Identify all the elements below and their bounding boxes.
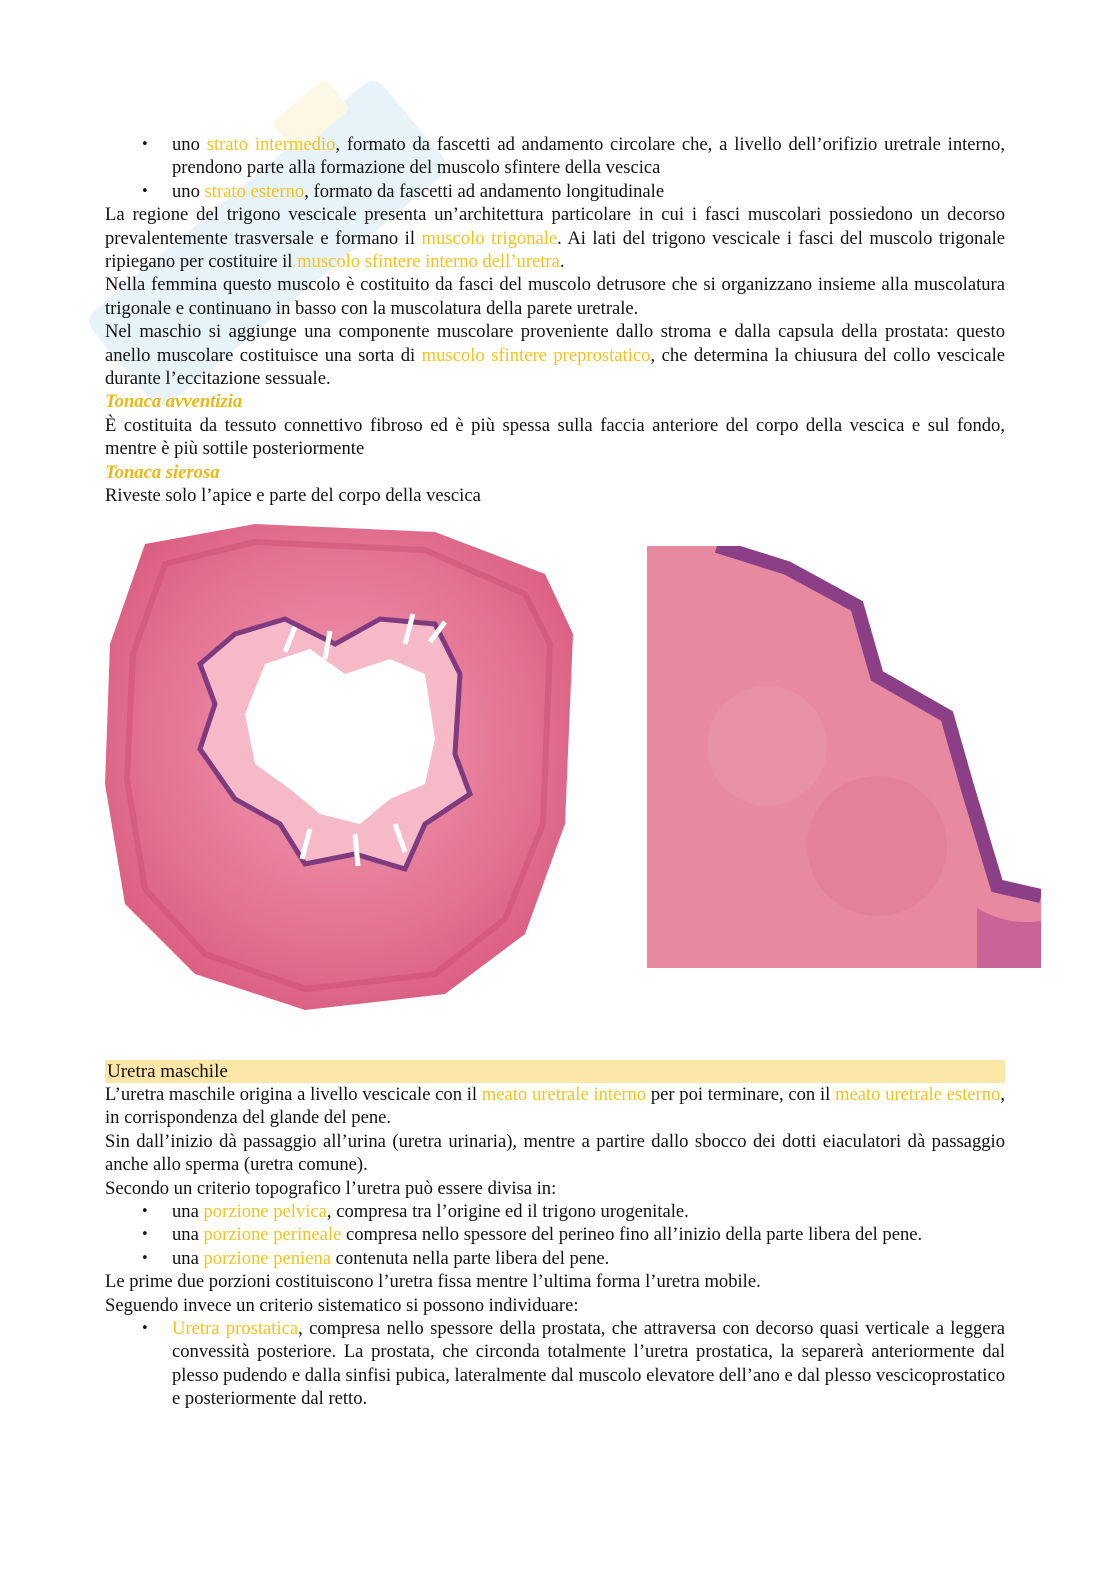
paragraph-trigono: La regione del trigono vescicale presenta un’architettura particolare in cui i fasci muscolari possiedono un decorso prevalentemente trasversale e formano il muscolo trigonale. Ai lati del trigono vescicale i fasci del muscolo trigonale ripiegano per costituire il muscolo sfintere interno dell’uretra. <box>105 204 1005 273</box>
systematic-portions-list <box>105 1317 1005 1411</box>
highlighted-term: muscolo sfintere preprostatico <box>421 344 651 366</box>
highlighted-term: muscolo trigonale <box>421 227 558 249</box>
list-item: • una porzione peniena contenuta nella parte libera del pene. <box>105 1247 1005 1270</box>
bladder-cross-section-image <box>105 524 573 1010</box>
highlighted-term: porzione peniena <box>203 1247 332 1269</box>
paragraph-femmina: Nella femmina questo muscolo è costituito da fasci del muscolo detrusore che si organizzano insieme alla muscolatura trigonale e continuano in basso con la muscolatura della parete uretrale. <box>105 274 1005 319</box>
section-title-uretra-maschile: Uretra maschile <box>105 1060 1005 1083</box>
paragraph-criterio-sistematico: Seguendo invece un criterio sistematico si possono individuare: <box>105 1294 579 1316</box>
highlighted-term: porzione pelvica <box>203 1200 327 1222</box>
muscle-layers-list <box>105 133 1005 203</box>
list-item: • uno strato intermedio, formato da fascetti ad andamento circolare che, a livello dell’orifizio uretrale interno, prendono parte alla formazione del muscolo sfintere della vescica <box>105 133 1005 180</box>
paragraph-uretra-passaggio: Sin dall’inizio dà passaggio all’urina (uretra urinaria), mentre a partire dallo sbocco dei dotti eiaculatori dà passaggio anche allo sperma (uretra comune). <box>105 1130 1005 1176</box>
highlighted-term: strato intermedio <box>206 134 336 155</box>
highlighted-term: meato uretrale interno <box>481 1083 647 1105</box>
list-item: • Uretra prostatica, compresa nello spessore della prostata, che attraversa con decorso quasi verticale a leggera convessità posteriore. La prostata, che circonda totalmente l’uretra prostatica, la separerà anteriormente dal plesso pudendo e dalla sinfisi pubica, lateralmente dal muscolo elevatore dell’ano e dal plesso vescicoprostatico e posteriormente dal retto. <box>105 1317 1005 1411</box>
list-item: • una porzione pelvica, compresa tra l’origine ed il trigono urogenitale. <box>105 1200 1005 1223</box>
urothelium-detail-image <box>647 546 1041 968</box>
document-page <box>105 133 1005 1411</box>
paragraph-maschio: Nel maschio si aggiunge una componente muscolare proveniente dallo stroma e dalla capsula della prostata: questo anello muscolare costituisce una sorta di muscolo sfintere preprostatico, che determina la chiusura del collo vescicale durante l’eccitazione sessuale. <box>105 321 1006 390</box>
paragraph-uretra-origine: L’uretra maschile origina a livello vescicale con il meato uretrale interno per poi terminare, con il meato uretrale esterno, in corrispondenza del glande del pene. <box>105 1083 1005 1129</box>
heading-tonaca-sierosa: Tonaca sierosa <box>105 461 220 483</box>
paragraph-avventizia: È costituita da tessuto connettivo fibroso ed è più spessa sulla faccia anteriore del corpo della vescica e sul fondo, mentre è più sottile posteriormente <box>105 414 1005 460</box>
histology-figures <box>105 508 1005 1060</box>
paragraph-uretra-fissa-mobile: Le prime due porzioni costituiscono l’uretra fissa mentre l’ultima forma l’uretra mobile. <box>105 1271 761 1293</box>
highlighted-term: muscolo sfintere interno dell’uretra <box>297 251 560 273</box>
paragraph-sierosa: Riveste solo l’apice e parte del corpo della vescica <box>105 485 481 507</box>
paragraph-criterio-topografico: Secondo un criterio topografico l’uretra può essere divisa in: <box>105 1177 557 1199</box>
highlighted-term: strato esterno <box>204 180 305 202</box>
list-item: • una porzione perineale compresa nello spessore del perineo fino all’inizio della parte libera del pene. <box>105 1223 1005 1246</box>
topographic-portions-list <box>105 1200 1005 1270</box>
highlighted-term: meato uretrale esterno <box>835 1083 1001 1105</box>
list-item: • uno strato esterno, formato da fascetti ad andamento longitudinale <box>105 180 1005 203</box>
highlighted-term: Uretra prostatica <box>172 1317 299 1339</box>
heading-tonaca-avventizia: Tonaca avventizia <box>105 391 243 413</box>
highlighted-term: porzione perineale <box>203 1224 342 1246</box>
